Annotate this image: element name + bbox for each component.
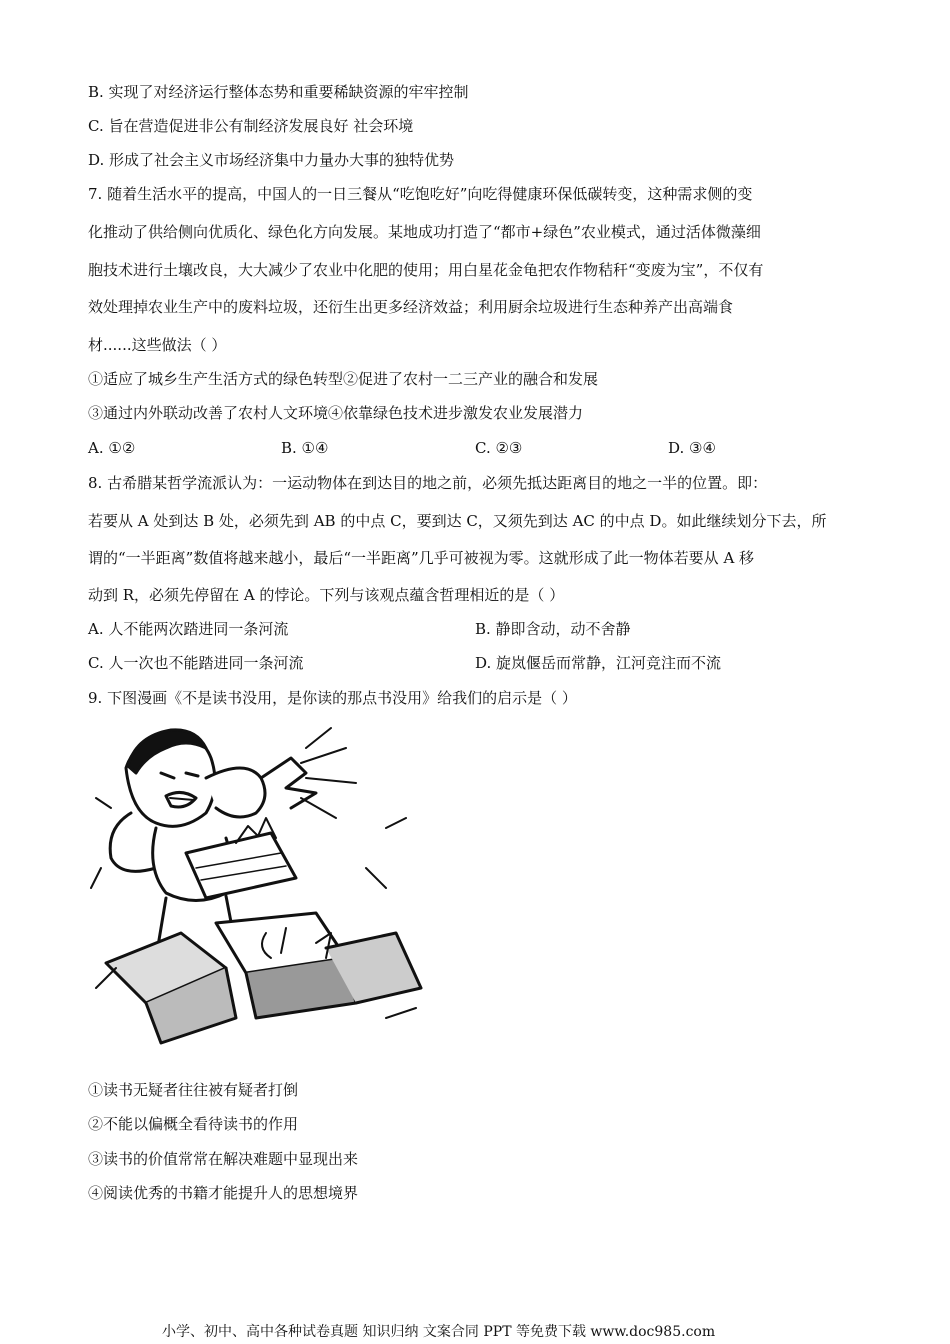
q7-stem-line: 化推动了供给侧向优质化、绿色化方向发展。某地成功打造了“都市+绿色”农业模式，通过活体微藻细 (88, 223, 761, 241)
q8-option-a: A. 人不能两次踏进同一条河流 (88, 620, 289, 638)
q7-stem-line: 胞技术进行土壤改良，大大减少了农业中化肥的使用；用白星花金龟把农作物秸秆“变废为宝”，不仅有 (88, 261, 764, 279)
q9-item: ①读书无疑者往往被有疑者打倒 (88, 1081, 299, 1099)
q8-option-c: C. 人一次也不能踏进同一条河流 (88, 654, 304, 672)
q6-option-c: C. 旨在营造促进非公有制经济发展良好 社会环境 (88, 117, 414, 135)
q7-option-d: D. ③④ (668, 439, 716, 457)
q9-item: ④阅读优秀的书籍才能提升人的思想境界 (88, 1184, 359, 1202)
q7-option-a: A. ①② (88, 439, 136, 457)
cartoon-image (86, 718, 426, 1058)
q9-stem: 9. 下图漫画《不是读书没用，是你读的那点书没用》给我们的启示是（ ） (88, 689, 577, 707)
q8-stem-line: 谓的“一半距离”数值将越来越小，最后“一半距离”几乎可被视为零。这就形成了此一物体若要从 A 移 (88, 549, 755, 567)
q8-option-d: D. 旋岚偃岳而常静，江河竞注而不流 (475, 654, 722, 672)
q6-option-b: B. 实现了对经济运行整体态势和重要稀缺资源的牢牢控制 (88, 83, 469, 101)
q6-option-d: D. 形成了社会主义市场经济集中力量办大事的独特优势 (88, 151, 455, 169)
q7-stem-line: 7. 随着生活水平的提高，中国人的一日三餐从“吃饱吃好”向吃得健康环保低碳转变，这种需求侧的变 (88, 185, 753, 203)
q7-stem-line: 效处理掉农业生产中的废料垃圾，还衍生出更多经济效益；利用厨余垃圾进行生态种养产出高端食 (88, 298, 734, 316)
q8-stem-line: 动到 R，必须先停留在 A 的悖论。下列与该观点蕴含哲理相近的是（ ） (88, 586, 565, 604)
page-footer: 小学、初中、高中各种试卷真题 知识归纳 文案合同 PPT 等免费下载 www.doc985.com (162, 1324, 716, 1340)
q9-item: ②不能以偏概全看待读书的作用 (88, 1115, 299, 1133)
q7-statement: ③通过内外联动改善了农村人文环境④依靠绿色技术进步激发农业发展潜力 (88, 404, 584, 422)
q8-option-b: B. 静即含动，动不舍静 (475, 620, 631, 638)
q7-option-b: B. ①④ (281, 439, 329, 457)
q7-statement: ①适应了城乡生产生活方式的绿色转型②促进了农村一二三产业的融合和发展 (88, 370, 599, 388)
q8-stem-line: 8. 古希腊某哲学流派认为：一运动物体在到达目的地之前，必须先抵达距离目的地之一半的位置。即： (88, 474, 768, 492)
q9-item: ③读书的价值常常在解决难题中显现出来 (88, 1150, 359, 1168)
q7-stem-line: 材......这些做法（ ） (88, 336, 227, 354)
q7-option-c: C. ②③ (475, 439, 523, 457)
q8-stem-line: 若要从 A 处到达 B 处，必须先到 AB 的中点 C，要到达 C，又须先到达 AC 的中点 D。如此继续划分下去，所 (88, 512, 827, 530)
